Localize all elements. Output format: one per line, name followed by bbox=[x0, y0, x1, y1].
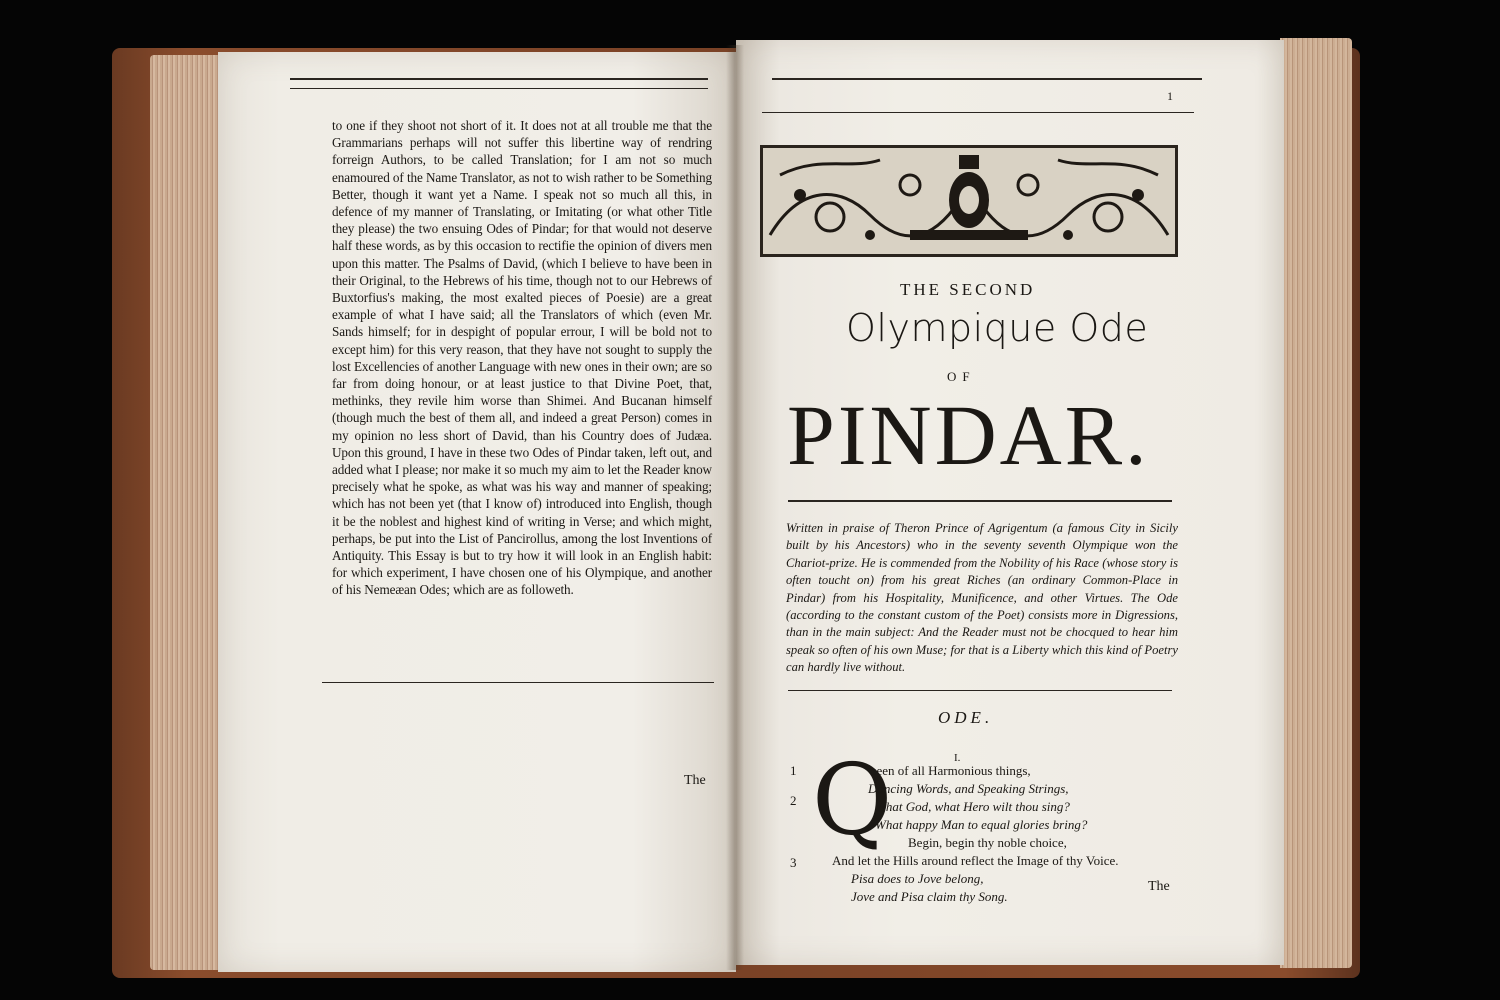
right-catchword: The bbox=[1148, 879, 1170, 894]
verse-line-7: Pisa does to Jove belong, bbox=[851, 871, 984, 886]
left-catchword: The bbox=[684, 773, 706, 788]
title-olympique-ode: Olympique Ode bbox=[846, 306, 1149, 350]
margin-number-2: 2 bbox=[790, 793, 797, 808]
verse-line-6: And let the Hills around reflect the Image of thy Voice. bbox=[832, 853, 1119, 868]
verse-line-1: ueen of all Harmonious things, bbox=[870, 763, 1031, 778]
title-rule bbox=[788, 500, 1172, 502]
verse-line-2: Dancing Words, and Speaking Strings, bbox=[868, 781, 1069, 796]
argument-text bbox=[786, 520, 1178, 677]
margin-number-1: 1 bbox=[790, 763, 797, 778]
argument-rule bbox=[788, 690, 1172, 691]
verse-line-5: Begin, begin thy noble choice, bbox=[908, 835, 1067, 850]
left-body-paragraph: to one if they shoot not short of it. It does not at all trouble me that the Grammarians perhaps will not suffer this libertine way of rendring forreign Authors, to be called Translation; for I am not so much enamoured of the Name Translator, as not to wish rather to be Something Better, though it want yet a Name. I speak not so much all this, in defence of my manner of Translating, or Imitating (or what other Title they please) the two ensuing Odes of Pindar; for that would not deserve half these words, as by this occasion to rectifie the opinion of divers men upon this matter. The Psalms of David, (which I believe to have been in their Original, to the Hebrews of his time, though not to our Hebrews of Buxtorfius's making, the most exalted pieces of Poesie) are a great example of what I have said; all the Translators of which (even Mr. Sands himself; for in despight of popular errour, I will be bold not to except him) for this very reason, that they have not sought to supply the lost Excellencies of another Language with new ones in their own; are so far from doing honour, or at least justice to that Divine Poet, that, methinks, they revile him worse than Shimei. And Bucanan himself (though much the best of them all, and indeed a great Person) comes in my opinion no less short of David, than his Country does of Judæa. Upon this ground, I have in these two Odes of Pindar taken, left out, and added what I please; nor make it so much my aim to let the Reader know precisely what he spoke, as what was his way and manner of speaking; which has not been yet (that I know of) introduced into English, though it be the noblest and highest kind of writing in Verse; and which might, perhaps, be put into the List of Pancirollus, among the lost Inventions of Antiquity. This Essay is but to try how it will look in an English habit: for which experiment, I have chosen one of his Olympique, and another of his Nemeæan Odes; which are as followeth. bbox=[332, 118, 712, 598]
title-pindar: PINDAR. bbox=[787, 387, 1150, 483]
title-the-second: THE SECOND bbox=[900, 280, 1036, 299]
ode-heading: ODE. bbox=[938, 708, 994, 727]
argument-paragraph: Written in praise of Theron Prince of Agrigentum (a famous City in Sicily built by his Ancestors) who in the seventy seventh Olympique won the Chariot-prize. He is commended from the Nobility of his Race (whose story is often toucht on) from his great Riches (an ordinary Common-Place in Pindar) from his Hospitality, Munificence, and other Virtues. The Ode (according to the constant custom of the Poet) consists more in Digressions, than in the main subject: And the Reader must not be chocqued to hear him speak so often of his own Muse; for that is a Liberty which this kind of Poetry can hardly live without. bbox=[786, 521, 1178, 675]
title-of: OF bbox=[947, 369, 976, 384]
left-page-body-text bbox=[332, 117, 712, 599]
left-header-rule-thin bbox=[290, 88, 708, 89]
verse-line-4: What happy Man to equal glories bring? bbox=[875, 817, 1088, 832]
verse-line-8: Jove and Pisa claim thy Song. bbox=[851, 889, 1008, 904]
decorative-headpiece-ornament bbox=[760, 145, 1178, 257]
drop-cap-letter: Q bbox=[812, 744, 893, 858]
right-header-rule-thin bbox=[762, 112, 1194, 113]
stanza-number: I. bbox=[954, 752, 961, 764]
left-footer-rule bbox=[322, 682, 714, 683]
right-header-rule bbox=[772, 78, 1202, 80]
verse-line-3: What God, what Hero wilt thou sing? bbox=[875, 799, 1070, 814]
margin-number-3: 3 bbox=[790, 855, 797, 870]
page-edges-right bbox=[1280, 38, 1352, 968]
book-gutter bbox=[726, 45, 744, 970]
left-header-rule bbox=[290, 78, 708, 80]
page-number: 1 bbox=[1167, 89, 1173, 103]
